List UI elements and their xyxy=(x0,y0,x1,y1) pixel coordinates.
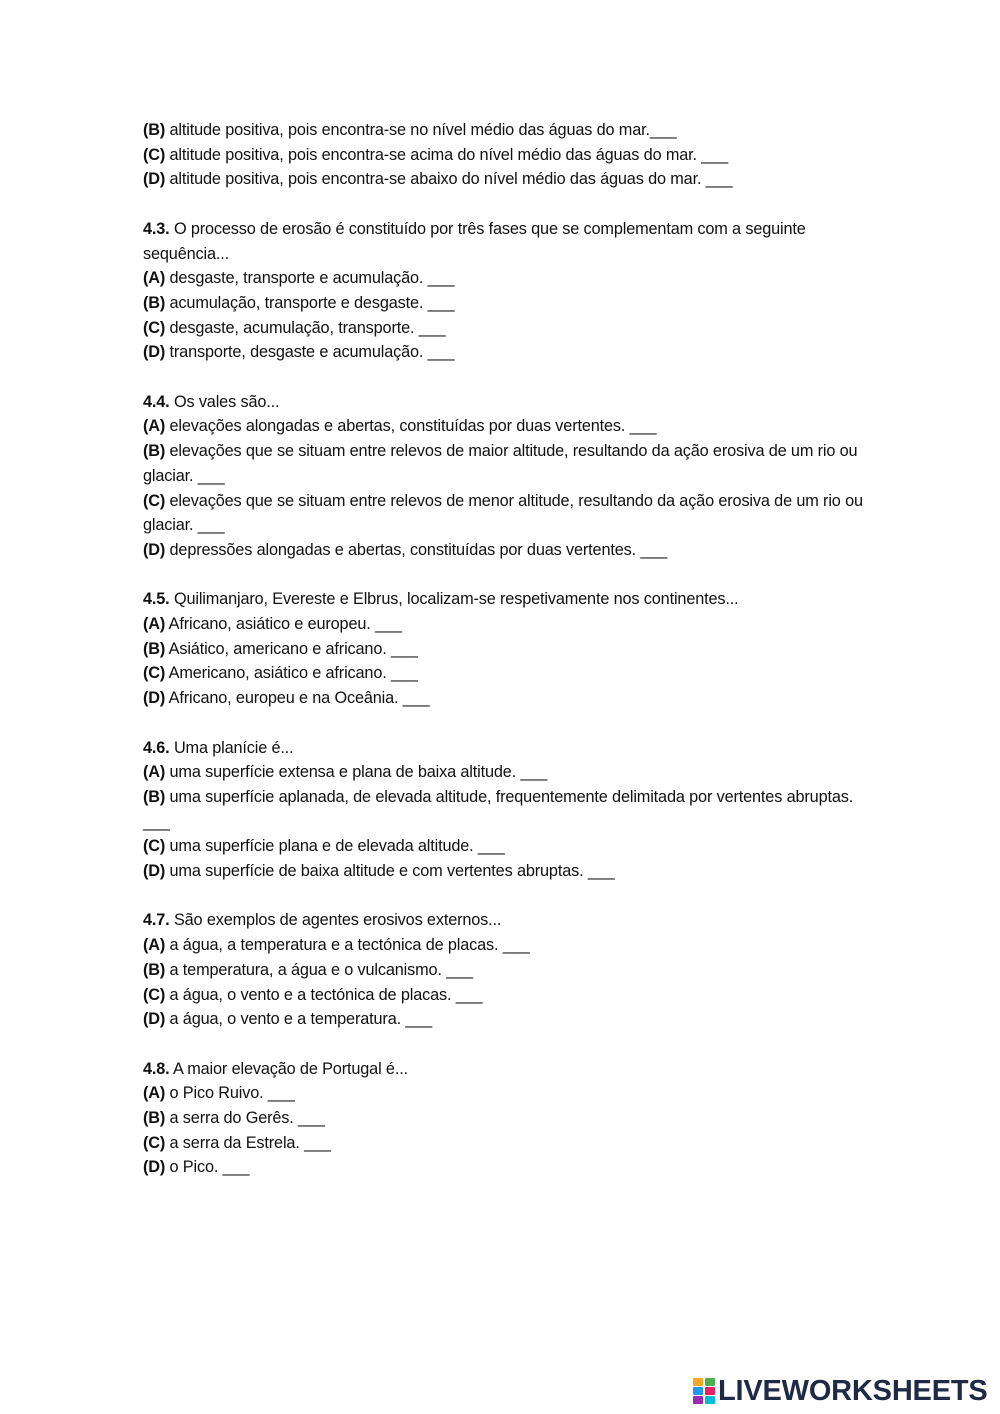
worksheet-content xyxy=(143,118,873,1180)
question-4-8 xyxy=(143,1057,873,1181)
question-number: 4.6. xyxy=(143,738,170,757)
answer-blank[interactable]: ___ xyxy=(640,540,668,559)
question-stem xyxy=(143,587,873,612)
option-text: a temperatura, a água e o vulcanismo. xyxy=(169,960,447,979)
answer-blank[interactable]: ___ xyxy=(705,170,733,189)
option-text: depressões alongadas e abertas, constituídas por duas vertentes. xyxy=(169,540,641,559)
question-text: Os vales são... xyxy=(173,392,280,411)
option-letter: (C) xyxy=(143,318,166,337)
answer-blank[interactable]: ___ xyxy=(629,417,657,436)
question-text: O processo de erosão é constituído por três fases que se complementam com a seguinte sequência... xyxy=(143,219,806,263)
option-letter: (A) xyxy=(143,615,166,634)
answer-blank[interactable]: ___ xyxy=(375,615,402,634)
option-letter: (B) xyxy=(143,639,166,658)
option-letter: (A) xyxy=(143,269,166,288)
option-c xyxy=(143,489,873,538)
option-c xyxy=(143,316,873,341)
answer-blank[interactable]: ___ xyxy=(701,145,729,164)
option-letter: (C) xyxy=(143,491,166,510)
answer-blank[interactable]: ___ xyxy=(427,269,455,288)
question-stem xyxy=(143,1057,873,1082)
option-letter: (D) xyxy=(143,862,166,881)
answer-blank[interactable]: ___ xyxy=(143,812,170,831)
answer-blank[interactable]: ___ xyxy=(390,639,418,658)
option-letter: (D) xyxy=(143,343,166,362)
question-number: 4.8. xyxy=(143,1059,170,1078)
option-d xyxy=(143,1155,873,1180)
option-letter: (B) xyxy=(143,293,166,312)
question-text: Uma planície é... xyxy=(173,738,294,757)
option-text: elevações que se situam entre relevos de maior altitude, resultando da ação erosiva de um rio ou glaciar. xyxy=(143,442,858,485)
option-d xyxy=(143,340,873,365)
option-letter: (C) xyxy=(143,985,166,1004)
answer-blank[interactable]: ___ xyxy=(477,837,505,856)
option-c xyxy=(143,661,873,686)
answer-blank[interactable]: ___ xyxy=(402,689,430,708)
option-c xyxy=(143,983,873,1008)
option-letter: (A) xyxy=(143,936,166,955)
option-text: o Pico Ruivo. xyxy=(169,1084,268,1103)
option-b xyxy=(143,958,873,983)
answer-blank[interactable]: ___ xyxy=(455,985,483,1004)
option-c xyxy=(143,834,873,859)
option-d xyxy=(143,1007,873,1032)
option-text: uma superfície de baixa altitude e com vertentes abruptas. xyxy=(169,862,588,881)
answer-blank[interactable]: ___ xyxy=(197,516,225,535)
option-b: (B) altitude positiva, pois encontra-se no nível médio das águas do mar.___ xyxy=(143,121,677,139)
option-b xyxy=(143,439,873,488)
answer-blank[interactable]: ___ xyxy=(427,293,455,312)
option-letter: (B) xyxy=(143,787,166,806)
answer-blank[interactable]: ___ xyxy=(427,343,455,362)
answer-blank[interactable]: ___ xyxy=(649,121,677,139)
option-text: elevações alongadas e abertas, constituídas por duas vertentes. xyxy=(169,417,630,436)
option-letter: (D) xyxy=(143,540,166,559)
answer-blank[interactable]: ___ xyxy=(304,1133,331,1152)
option-text: Asiático, americano e africano. xyxy=(168,639,391,658)
question-4-5 xyxy=(143,587,873,711)
answer-blank[interactable]: ___ xyxy=(587,862,615,881)
question-4-7 xyxy=(143,908,873,1032)
question-text: A maior elevação de Portugal é... xyxy=(173,1059,408,1078)
option-letter: (D) xyxy=(143,1010,166,1029)
answer-blank[interactable]: ___ xyxy=(197,466,225,485)
option-text: o Pico. xyxy=(169,1158,223,1177)
option-text: a água, a temperatura e a tectónica de placas. xyxy=(169,936,503,955)
option-a xyxy=(143,760,873,785)
question-stem xyxy=(143,390,873,415)
question-4-6 xyxy=(143,736,873,884)
option-c: (C) altitude positiva, pois encontra-se acima do nível médio das águas do mar. ___ xyxy=(143,145,729,164)
option-a xyxy=(143,266,873,291)
option-text: Africano, europeu e na Oceânia. xyxy=(168,689,403,708)
liveworksheets-logo-icon xyxy=(693,1378,715,1404)
option-text: acumulação, transporte e desgaste. xyxy=(169,293,428,312)
option-letter: (B) xyxy=(143,960,166,979)
question-number: 4.4. xyxy=(143,392,170,411)
option-b xyxy=(143,785,873,834)
option-text: uma superfície plana e de elevada altitude. xyxy=(169,837,478,856)
option-text: Africano, asiático e europeu. xyxy=(168,615,376,634)
option-text: a serra do Gerês. xyxy=(169,1109,299,1128)
option-letter: (B) xyxy=(143,1109,166,1128)
option-text: a água, o vento e a temperatura. xyxy=(169,1010,406,1029)
answer-blank[interactable]: ___ xyxy=(446,960,473,979)
option-letter: (B) xyxy=(143,442,166,461)
logo-text: LIVEWORKSHEETS xyxy=(718,1374,988,1407)
question-text: São exemplos de agentes erosivos externos... xyxy=(173,911,502,930)
option-letter: (C) xyxy=(143,664,166,683)
option-a xyxy=(143,414,873,439)
option-c xyxy=(143,1131,873,1156)
answer-blank[interactable]: ___ xyxy=(418,318,446,337)
option-letter: (A) xyxy=(143,417,166,436)
option-text: desgaste, acumulação, transporte. xyxy=(169,318,419,337)
option-letter: (D) xyxy=(143,1158,166,1177)
option-a xyxy=(143,933,873,958)
question-text: Quilimanjaro, Evereste e Elbrus, localizam-se respetivamente nos continentes... xyxy=(173,590,739,609)
option-text: elevações que se situam entre relevos de menor altitude, resultando da ação erosiva de um rio ou glaciar. xyxy=(143,491,863,535)
option-text: uma superfície aplanada, de elevada altitude, frequentemente delimitada por vertentes abruptas. xyxy=(169,787,854,806)
option-b xyxy=(143,291,873,316)
option-a xyxy=(143,612,873,637)
question-4-4 xyxy=(143,390,873,563)
question-number: 4.3. xyxy=(143,219,170,238)
option-text: transporte, desgaste e acumulação. xyxy=(169,343,428,362)
question-number: 4.5. xyxy=(143,590,170,609)
answer-blank[interactable]: ___ xyxy=(267,1084,295,1103)
question-number: 4.7. xyxy=(143,911,170,930)
answer-blank[interactable]: ___ xyxy=(405,1010,433,1029)
option-d xyxy=(143,538,873,563)
question-stem xyxy=(143,736,873,761)
option-b xyxy=(143,637,873,662)
answer-blank[interactable]: ___ xyxy=(298,1109,325,1128)
question-stem xyxy=(143,217,873,266)
option-d xyxy=(143,686,873,711)
option-a xyxy=(143,1081,873,1106)
option-letter: (C) xyxy=(143,837,166,856)
option-d: (D) altitude positiva, pois encontra-se abaixo do nível médio das águas do mar. ___ xyxy=(143,170,733,189)
option-text: Americano, asiático e africano. xyxy=(168,664,391,683)
option-text: desgaste, transporte e acumulação. xyxy=(169,269,428,288)
option-b xyxy=(143,1106,873,1131)
answer-blank[interactable]: ___ xyxy=(520,763,548,782)
option-letter: (A) xyxy=(143,1084,166,1103)
option-letter: (A) xyxy=(143,763,166,782)
option-letter: (D) xyxy=(143,689,166,708)
liveworksheets-logo xyxy=(693,1376,988,1406)
option-text: a serra da Estrela. xyxy=(169,1133,305,1152)
continuation-options xyxy=(143,118,873,192)
option-text: a água, o vento e a tectónica de placas. xyxy=(169,985,456,1004)
question-4-3 xyxy=(143,217,873,365)
answer-blank[interactable]: ___ xyxy=(390,664,418,683)
question-list xyxy=(143,217,873,1180)
answer-blank[interactable]: ___ xyxy=(222,1158,250,1177)
option-d xyxy=(143,859,873,884)
option-letter: (C) xyxy=(143,1133,166,1152)
answer-blank[interactable]: ___ xyxy=(502,936,530,955)
option-text: uma superfície extensa e plana de baixa altitude. xyxy=(169,763,521,782)
question-stem xyxy=(143,908,873,933)
